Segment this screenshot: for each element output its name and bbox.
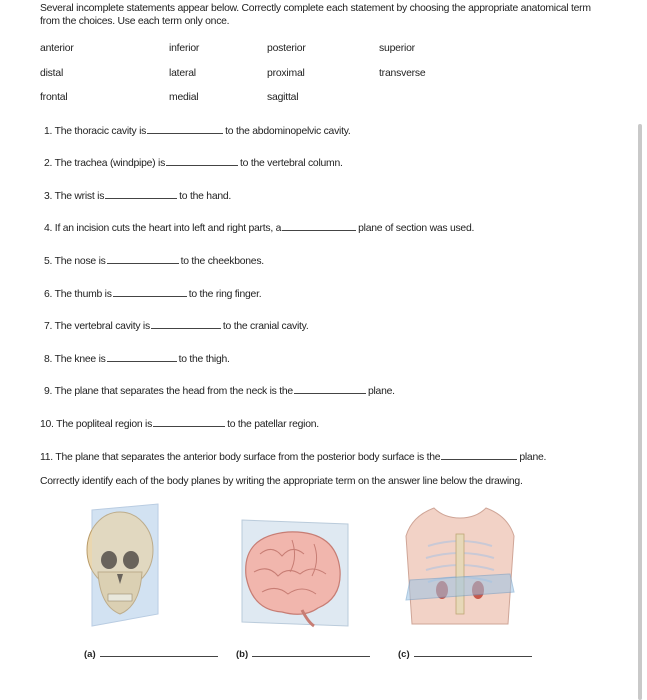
term-medial: medial <box>169 92 199 103</box>
term-proximal: proximal <box>267 68 305 79</box>
scrollbar[interactable] <box>638 124 642 700</box>
question-7 <box>44 319 308 332</box>
term-inferior: inferior <box>169 43 200 54</box>
question-1-after: to the abdominopelvic cavity. <box>225 126 351 137</box>
question-2-after: to the vertebral column. <box>240 158 343 169</box>
question-8-before: 8. The knee is <box>44 354 106 365</box>
question-8-after: to the thigh. <box>178 354 230 365</box>
question-4-after: plane of section was used. <box>358 223 475 234</box>
question-1 <box>44 124 351 137</box>
answer-blank-10[interactable] <box>153 417 225 427</box>
term-superior: superior <box>379 43 415 54</box>
answer-blank-8[interactable] <box>107 352 177 362</box>
question-3-after: to the hand. <box>179 191 232 202</box>
figure-c-answer-line[interactable] <box>414 648 532 657</box>
question-3 <box>44 189 231 202</box>
answer-blank-9[interactable] <box>294 384 366 394</box>
answer-blank-11[interactable] <box>441 450 517 460</box>
question-3-before: 3. The wrist is <box>44 191 105 202</box>
figure-c-letter: (c) <box>398 649 410 660</box>
question-9-after: plane. <box>367 386 395 397</box>
question-10 <box>40 417 319 430</box>
answer-blank-5[interactable] <box>107 254 179 264</box>
brain-illustration <box>232 514 352 630</box>
figure-a-letter: (a) <box>84 649 96 660</box>
instructions: Several incomplete statements appear below. Correctly complete each statement by choosing the appropriate anatomical term from the choices. Use each term only once. <box>40 3 591 27</box>
answer-blank-7[interactable] <box>151 319 221 329</box>
term-transverse: transverse <box>379 68 426 79</box>
answer-blank-1[interactable] <box>147 124 223 134</box>
skull-illustration <box>80 502 162 630</box>
frontal-plane-overlay <box>92 504 158 626</box>
answer-blank-6[interactable] <box>113 287 187 297</box>
question-2-before: 2. The trachea (windpipe) is <box>44 158 166 169</box>
torso-illustration <box>404 506 516 630</box>
question-1-before: 1. The thoracic cavity is <box>44 126 147 137</box>
term-lateral: lateral <box>169 68 196 79</box>
term-posterior: posterior <box>267 43 306 54</box>
question-4 <box>44 221 474 234</box>
term-sagittal: sagittal <box>267 92 299 103</box>
question-7-after: to the cranial cavity. <box>222 321 309 332</box>
figure-b-answer-line[interactable] <box>252 648 370 657</box>
figure-b-label <box>236 648 370 660</box>
question-10-after: to the patellar region. <box>227 419 319 430</box>
term-anterior: anterior <box>40 43 74 54</box>
question-11-before: 11. The plane that separates the anterior body surface from the posterior body surface is the <box>40 452 441 463</box>
figure-a-answer-line[interactable] <box>100 648 218 657</box>
question-6 <box>44 287 261 300</box>
question-4-before: 4. If an incision cuts the heart into left and right parts, a <box>44 223 282 234</box>
question-7-before: 7. The vertebral cavity is <box>44 321 150 332</box>
term-distal: distal <box>40 68 64 79</box>
figure-b-letter: (b) <box>236 649 249 660</box>
question-5-before: 5. The nose is <box>44 256 106 267</box>
question-6-before: 6. The thumb is <box>44 289 112 300</box>
term-frontal: frontal <box>40 92 68 103</box>
vertebral-column <box>456 534 464 614</box>
question-10-before: 10. The popliteal region is <box>40 419 153 430</box>
question-5-after: to the cheekbones. <box>180 256 264 267</box>
answer-blank-3[interactable] <box>105 189 177 199</box>
answer-blank-2[interactable] <box>166 156 238 166</box>
question-2 <box>44 156 343 169</box>
question-6-after: to the ring finger. <box>188 289 262 300</box>
figure-c-label <box>398 648 532 660</box>
answer-blank-4[interactable] <box>282 221 356 231</box>
figure-a-label <box>84 648 218 660</box>
question-11-after: plane. <box>519 452 547 463</box>
question-9 <box>44 384 395 397</box>
figure-instruction: Correctly identify each of the body planes by writing the appropriate term on the answer line below the drawing. <box>40 476 523 487</box>
question-11 <box>40 450 546 463</box>
question-9-before: 9. The plane that separates the head from the neck is the <box>44 386 293 397</box>
question-8 <box>44 352 230 365</box>
question-5 <box>44 254 264 267</box>
